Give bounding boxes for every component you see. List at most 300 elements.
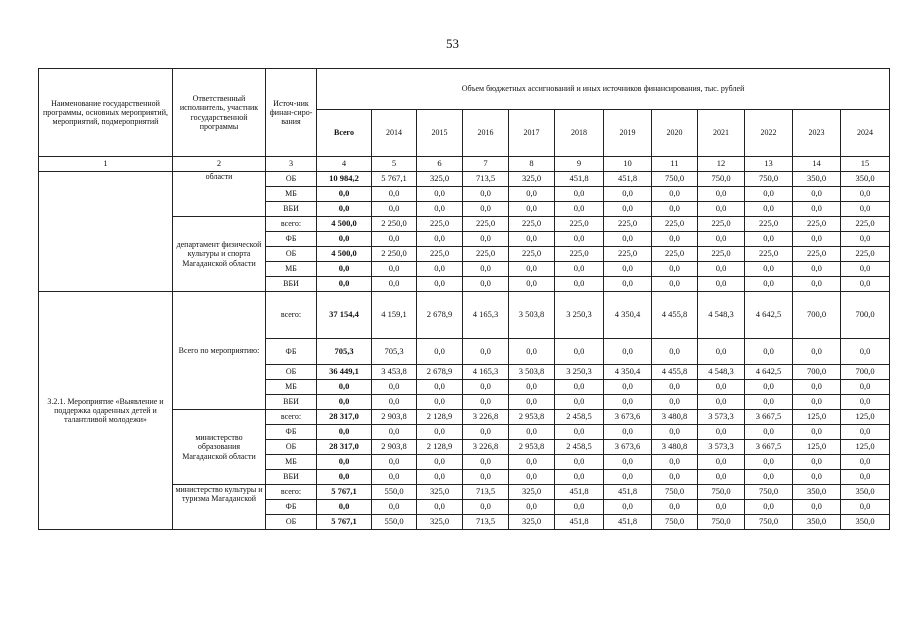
year-value-cell: 0,0 — [793, 277, 841, 292]
year-value-cell: 225,0 — [698, 217, 745, 232]
year-value-cell: 0,0 — [463, 395, 509, 410]
year-value-cell: 0,0 — [372, 500, 417, 515]
year-value-cell: 3 667,5 — [745, 440, 793, 455]
source-cell: всего: — [266, 485, 317, 500]
year-value-cell: 0,0 — [463, 425, 509, 440]
year-value-cell: 3 573,3 — [698, 440, 745, 455]
year-value-cell: 2 458,5 — [555, 410, 604, 425]
year-value-cell: 0,0 — [604, 425, 652, 440]
year-value-cell: 225,0 — [652, 217, 698, 232]
executor-cell: Всего по мероприятию: — [173, 292, 266, 410]
year-value-cell: 0,0 — [793, 262, 841, 277]
year-value-cell: 0,0 — [652, 202, 698, 217]
year-value-cell: 0,0 — [372, 455, 417, 470]
year-value-cell: 3 453,8 — [372, 365, 417, 380]
year-value-cell: 0,0 — [604, 470, 652, 485]
year-value-cell: 0,0 — [509, 455, 555, 470]
year-value-cell: 4 455,8 — [652, 365, 698, 380]
year-value-cell: 0,0 — [555, 455, 604, 470]
year-value-cell: 0,0 — [698, 187, 745, 202]
year-value-cell: 0,0 — [793, 425, 841, 440]
header-year: 2022 — [745, 110, 793, 157]
year-value-cell: 0,0 — [745, 187, 793, 202]
year-value-cell: 3 480,8 — [652, 440, 698, 455]
column-number: 7 — [463, 157, 509, 172]
total-value-cell: 28 317,0 — [317, 440, 372, 455]
header-year: 2017 — [509, 110, 555, 157]
year-value-cell: 4 159,1 — [372, 292, 417, 339]
year-value-cell: 225,0 — [841, 217, 890, 232]
year-value-cell: 451,8 — [604, 485, 652, 500]
table-row — [39, 172, 890, 187]
year-value-cell: 0,0 — [793, 187, 841, 202]
year-value-cell: 3 667,5 — [745, 410, 793, 425]
total-value-cell: 0,0 — [317, 500, 372, 515]
year-value-cell: 0,0 — [555, 262, 604, 277]
year-value-cell: 713,5 — [463, 485, 509, 500]
year-value-cell: 0,0 — [604, 380, 652, 395]
year-value-cell: 750,0 — [652, 485, 698, 500]
year-value-cell: 0,0 — [372, 470, 417, 485]
total-value-cell: 0,0 — [317, 232, 372, 247]
year-value-cell: 0,0 — [372, 187, 417, 202]
year-value-cell: 0,0 — [698, 380, 745, 395]
total-value-cell: 5 767,1 — [317, 515, 372, 530]
source-cell: ФБ — [266, 232, 317, 247]
year-value-cell: 0,0 — [372, 202, 417, 217]
column-number: 8 — [509, 157, 555, 172]
year-value-cell: 0,0 — [841, 232, 890, 247]
year-value-cell: 0,0 — [417, 425, 463, 440]
column-number: 12 — [698, 157, 745, 172]
year-value-cell: 225,0 — [463, 217, 509, 232]
year-value-cell: 125,0 — [793, 440, 841, 455]
year-value-cell: 0,0 — [841, 380, 890, 395]
source-cell: ОБ — [266, 515, 317, 530]
total-value-cell: 0,0 — [317, 262, 372, 277]
total-value-cell: 4 500,0 — [317, 247, 372, 262]
year-value-cell: 0,0 — [793, 395, 841, 410]
year-value-cell: 4 165,3 — [463, 292, 509, 339]
year-value-cell: 750,0 — [652, 172, 698, 187]
year-value-cell: 0,0 — [698, 425, 745, 440]
year-value-cell: 350,0 — [841, 485, 890, 500]
year-value-cell: 0,0 — [841, 262, 890, 277]
source-cell: МБ — [266, 380, 317, 395]
header-year: 2019 — [604, 110, 652, 157]
year-value-cell: 0,0 — [509, 277, 555, 292]
year-value-cell: 0,0 — [841, 500, 890, 515]
year-value-cell: 0,0 — [509, 232, 555, 247]
year-value-cell: 713,5 — [463, 515, 509, 530]
year-value-cell: 0,0 — [604, 500, 652, 515]
year-value-cell: 125,0 — [841, 440, 890, 455]
header-year: 2024 — [841, 110, 890, 157]
header-year: 2020 — [652, 110, 698, 157]
year-value-cell: 350,0 — [793, 172, 841, 187]
year-value-cell: 451,8 — [604, 515, 652, 530]
year-value-cell: 0,0 — [793, 232, 841, 247]
year-value-cell: 0,0 — [652, 262, 698, 277]
total-value-cell: 0,0 — [317, 470, 372, 485]
header-year: 2016 — [463, 110, 509, 157]
year-value-cell: 750,0 — [698, 172, 745, 187]
year-value-cell: 0,0 — [652, 395, 698, 410]
year-value-cell: 0,0 — [555, 470, 604, 485]
column-number: 10 — [604, 157, 652, 172]
year-value-cell: 0,0 — [463, 187, 509, 202]
program-name-cell — [39, 172, 173, 292]
source-cell: МБ — [266, 187, 317, 202]
column-number: 14 — [793, 157, 841, 172]
year-value-cell: 0,0 — [417, 262, 463, 277]
budget-table — [38, 68, 890, 530]
year-value-cell: 350,0 — [793, 485, 841, 500]
header-year: 2021 — [698, 110, 745, 157]
year-value-cell: 0,0 — [555, 187, 604, 202]
year-value-cell: 225,0 — [555, 247, 604, 262]
year-value-cell: 125,0 — [841, 410, 890, 425]
year-value-cell: 0,0 — [463, 262, 509, 277]
source-cell: всего: — [266, 292, 317, 339]
year-value-cell: 225,0 — [417, 217, 463, 232]
year-value-cell: 0,0 — [745, 500, 793, 515]
column-number: 15 — [841, 157, 890, 172]
year-value-cell: 3 250,3 — [555, 365, 604, 380]
year-value-cell: 451,8 — [555, 172, 604, 187]
year-value-cell: 225,0 — [463, 247, 509, 262]
column-number: 2 — [173, 157, 266, 172]
year-value-cell: 0,0 — [509, 425, 555, 440]
year-value-cell: 0,0 — [509, 500, 555, 515]
year-value-cell: 0,0 — [652, 455, 698, 470]
total-value-cell: 0,0 — [317, 395, 372, 410]
year-value-cell: 350,0 — [793, 515, 841, 530]
year-value-cell: 0,0 — [509, 380, 555, 395]
source-cell: ОБ — [266, 365, 317, 380]
year-value-cell: 0,0 — [509, 339, 555, 365]
year-value-cell: 0,0 — [509, 262, 555, 277]
header-year: 2023 — [793, 110, 841, 157]
year-value-cell: 0,0 — [841, 187, 890, 202]
year-value-cell: 2 250,0 — [372, 247, 417, 262]
year-value-cell: 0,0 — [698, 455, 745, 470]
year-value-cell: 0,0 — [417, 380, 463, 395]
source-cell: ОБ — [266, 440, 317, 455]
year-value-cell: 0,0 — [652, 470, 698, 485]
total-value-cell: 28 317,0 — [317, 410, 372, 425]
year-value-cell: 700,0 — [793, 292, 841, 339]
year-value-cell: 0,0 — [698, 339, 745, 365]
year-value-cell: 0,0 — [555, 380, 604, 395]
year-value-cell: 0,0 — [417, 202, 463, 217]
year-value-cell: 0,0 — [745, 232, 793, 247]
year-value-cell: 550,0 — [372, 515, 417, 530]
year-value-cell: 0,0 — [555, 232, 604, 247]
year-value-cell: 0,0 — [372, 425, 417, 440]
executor-cell: министерство образования Магаданской области — [173, 410, 266, 485]
year-value-cell: 750,0 — [745, 172, 793, 187]
year-value-cell: 700,0 — [841, 365, 890, 380]
year-value-cell: 3 250,3 — [555, 292, 604, 339]
year-value-cell: 0,0 — [698, 500, 745, 515]
year-value-cell: 0,0 — [793, 202, 841, 217]
source-cell: ФБ — [266, 425, 317, 440]
year-value-cell: 0,0 — [652, 232, 698, 247]
year-value-cell: 0,0 — [555, 425, 604, 440]
year-value-cell: 451,8 — [555, 485, 604, 500]
year-value-cell: 0,0 — [652, 187, 698, 202]
year-value-cell: 0,0 — [604, 202, 652, 217]
year-value-cell: 0,0 — [417, 500, 463, 515]
year-value-cell: 0,0 — [841, 395, 890, 410]
year-value-cell: 750,0 — [745, 515, 793, 530]
year-value-cell: 0,0 — [555, 202, 604, 217]
page-number: 53 — [446, 36, 459, 51]
year-value-cell: 0,0 — [372, 395, 417, 410]
year-value-cell: 325,0 — [417, 485, 463, 500]
year-value-cell: 451,8 — [555, 515, 604, 530]
year-value-cell: 0,0 — [417, 470, 463, 485]
year-value-cell: 705,3 — [372, 339, 417, 365]
column-number: 13 — [745, 157, 793, 172]
year-value-cell: 2 903,8 — [372, 410, 417, 425]
year-value-cell: 0,0 — [417, 395, 463, 410]
source-cell: ВБИ — [266, 395, 317, 410]
year-value-cell: 0,0 — [745, 470, 793, 485]
year-value-cell: 3 480,8 — [652, 410, 698, 425]
year-value-cell: 225,0 — [509, 217, 555, 232]
year-value-cell: 325,0 — [417, 515, 463, 530]
year-value-cell: 0,0 — [745, 262, 793, 277]
year-value-cell: 2 903,8 — [372, 440, 417, 455]
year-value-cell: 0,0 — [604, 187, 652, 202]
year-value-cell: 0,0 — [463, 380, 509, 395]
header-budget-volume: Объем бюджетных ассигнований и иных источников финансирования, тыс. рублей — [317, 69, 890, 110]
year-value-cell: 0,0 — [463, 277, 509, 292]
year-value-cell: 225,0 — [555, 217, 604, 232]
year-value-cell: 5 767,1 — [372, 172, 417, 187]
year-value-cell: 4 642,5 — [745, 365, 793, 380]
year-value-cell: 0,0 — [793, 470, 841, 485]
year-value-cell: 4 455,8 — [652, 292, 698, 339]
total-value-cell: 36 449,1 — [317, 365, 372, 380]
source-cell: ВБИ — [266, 470, 317, 485]
year-value-cell: 0,0 — [604, 339, 652, 365]
column-number: 11 — [652, 157, 698, 172]
header-year: 2014 — [372, 110, 417, 157]
year-value-cell: 0,0 — [555, 500, 604, 515]
year-value-cell: 0,0 — [652, 500, 698, 515]
total-value-cell: 0,0 — [317, 425, 372, 440]
year-value-cell: 225,0 — [745, 247, 793, 262]
year-value-cell: 4 548,3 — [698, 292, 745, 339]
header-executor: Ответственный исполнитель, участник государственной программы — [173, 69, 266, 157]
year-value-cell: 0,0 — [745, 380, 793, 395]
year-value-cell: 0,0 — [841, 202, 890, 217]
year-value-cell: 0,0 — [463, 470, 509, 485]
year-value-cell: 2 128,9 — [417, 440, 463, 455]
source-cell: ВБИ — [266, 202, 317, 217]
year-value-cell: 0,0 — [841, 425, 890, 440]
header-total: Всего — [317, 110, 372, 157]
year-value-cell: 0,0 — [652, 425, 698, 440]
year-value-cell: 0,0 — [698, 395, 745, 410]
year-value-cell: 0,0 — [604, 262, 652, 277]
year-value-cell: 0,0 — [372, 380, 417, 395]
header-source: Источ-ник финан-сиро-вания — [266, 69, 317, 157]
column-number: 3 — [266, 157, 317, 172]
year-value-cell: 0,0 — [745, 395, 793, 410]
year-value-cell: 0,0 — [417, 232, 463, 247]
header-program-name: Наименование государственной программы, основных мероприятий, мероприятий, подмероприятий — [39, 69, 173, 157]
column-number: 1 — [39, 157, 173, 172]
year-value-cell: 713,5 — [463, 172, 509, 187]
year-value-cell: 3 503,8 — [509, 365, 555, 380]
year-value-cell: 0,0 — [841, 339, 890, 365]
year-value-cell: 3 673,6 — [604, 410, 652, 425]
year-value-cell: 225,0 — [745, 217, 793, 232]
year-value-cell: 350,0 — [841, 515, 890, 530]
column-number: 4 — [317, 157, 372, 172]
total-value-cell: 10 984,2 — [317, 172, 372, 187]
year-value-cell: 750,0 — [698, 515, 745, 530]
executor-cell: департамент физической культуры и спорта Магаданской области — [173, 217, 266, 292]
year-value-cell: 0,0 — [745, 339, 793, 365]
program-name-cell: 3.2.1. Мероприятие «Выявление и поддержка одаренных детей и талантливой молодежи» — [39, 292, 173, 530]
year-value-cell: 0,0 — [463, 500, 509, 515]
year-value-cell: 125,0 — [793, 410, 841, 425]
year-value-cell: 0,0 — [509, 202, 555, 217]
table-row — [39, 292, 890, 339]
year-value-cell: 0,0 — [604, 277, 652, 292]
year-value-cell: 0,0 — [604, 232, 652, 247]
year-value-cell: 4 548,3 — [698, 365, 745, 380]
column-number: 5 — [372, 157, 417, 172]
year-value-cell: 0,0 — [652, 339, 698, 365]
year-value-cell: 0,0 — [417, 187, 463, 202]
year-value-cell: 700,0 — [841, 292, 890, 339]
year-value-cell: 225,0 — [698, 247, 745, 262]
year-value-cell: 225,0 — [793, 217, 841, 232]
total-value-cell: 0,0 — [317, 455, 372, 470]
year-value-cell: 0,0 — [372, 262, 417, 277]
year-value-cell: 750,0 — [652, 515, 698, 530]
year-value-cell: 0,0 — [745, 455, 793, 470]
column-number: 9 — [555, 157, 604, 172]
year-value-cell: 0,0 — [793, 500, 841, 515]
year-value-cell: 0,0 — [698, 277, 745, 292]
year-value-cell: 225,0 — [841, 247, 890, 262]
year-value-cell: 3 226,8 — [463, 440, 509, 455]
total-value-cell: 0,0 — [317, 187, 372, 202]
year-value-cell: 0,0 — [463, 232, 509, 247]
source-cell: ОБ — [266, 172, 317, 187]
total-value-cell: 0,0 — [317, 277, 372, 292]
source-cell: всего: — [266, 410, 317, 425]
year-value-cell: 0,0 — [463, 202, 509, 217]
total-value-cell: 4 500,0 — [317, 217, 372, 232]
total-value-cell: 0,0 — [317, 202, 372, 217]
year-value-cell: 0,0 — [372, 232, 417, 247]
year-value-cell: 0,0 — [652, 277, 698, 292]
year-value-cell: 350,0 — [841, 172, 890, 187]
year-value-cell: 0,0 — [604, 455, 652, 470]
year-value-cell: 225,0 — [417, 247, 463, 262]
year-value-cell: 2 678,9 — [417, 365, 463, 380]
year-value-cell: 0,0 — [417, 455, 463, 470]
year-value-cell: 3 573,3 — [698, 410, 745, 425]
year-value-cell: 0,0 — [604, 395, 652, 410]
year-value-cell: 0,0 — [509, 395, 555, 410]
year-value-cell: 0,0 — [698, 202, 745, 217]
total-value-cell: 705,3 — [317, 339, 372, 365]
year-value-cell: 0,0 — [793, 455, 841, 470]
year-value-cell: 0,0 — [793, 339, 841, 365]
year-value-cell: 225,0 — [652, 247, 698, 262]
year-value-cell: 750,0 — [745, 485, 793, 500]
year-value-cell: 4 350,4 — [604, 292, 652, 339]
year-value-cell: 0,0 — [417, 339, 463, 365]
year-value-cell: 2 953,8 — [509, 440, 555, 455]
year-value-cell: 325,0 — [417, 172, 463, 187]
source-cell: ОБ — [266, 247, 317, 262]
executor-cell: министерство культуры и туризма Магаданской — [173, 485, 266, 530]
year-value-cell: 225,0 — [604, 247, 652, 262]
year-value-cell: 3 673,6 — [604, 440, 652, 455]
year-value-cell: 0,0 — [652, 380, 698, 395]
year-value-cell: 0,0 — [841, 455, 890, 470]
year-value-cell: 700,0 — [793, 365, 841, 380]
year-value-cell: 0,0 — [841, 470, 890, 485]
source-cell: ФБ — [266, 339, 317, 365]
source-cell: всего: — [266, 217, 317, 232]
year-value-cell: 2 250,0 — [372, 217, 417, 232]
header-year: 2015 — [417, 110, 463, 157]
year-value-cell: 750,0 — [698, 485, 745, 500]
year-value-cell: 2 458,5 — [555, 440, 604, 455]
total-value-cell: 5 767,1 — [317, 485, 372, 500]
year-value-cell: 325,0 — [509, 172, 555, 187]
year-value-cell: 0,0 — [745, 425, 793, 440]
total-value-cell: 0,0 — [317, 380, 372, 395]
column-number: 6 — [417, 157, 463, 172]
year-value-cell: 325,0 — [509, 485, 555, 500]
year-value-cell: 0,0 — [555, 277, 604, 292]
year-value-cell: 0,0 — [463, 455, 509, 470]
year-value-cell: 0,0 — [841, 277, 890, 292]
source-cell: МБ — [266, 455, 317, 470]
year-value-cell: 0,0 — [698, 470, 745, 485]
year-value-cell: 2 128,9 — [417, 410, 463, 425]
year-value-cell: 325,0 — [509, 515, 555, 530]
total-value-cell: 37 154,4 — [317, 292, 372, 339]
source-cell: ФБ — [266, 500, 317, 515]
header-year: 2018 — [555, 110, 604, 157]
year-value-cell: 550,0 — [372, 485, 417, 500]
year-value-cell: 2 678,9 — [417, 292, 463, 339]
year-value-cell: 0,0 — [745, 277, 793, 292]
year-value-cell: 451,8 — [604, 172, 652, 187]
year-value-cell: 0,0 — [698, 232, 745, 247]
year-value-cell: 0,0 — [509, 187, 555, 202]
year-value-cell: 3 226,8 — [463, 410, 509, 425]
year-value-cell: 225,0 — [509, 247, 555, 262]
year-value-cell: 0,0 — [793, 380, 841, 395]
year-value-cell: 225,0 — [604, 217, 652, 232]
year-value-cell: 4 350,4 — [604, 365, 652, 380]
year-value-cell: 3 503,8 — [509, 292, 555, 339]
